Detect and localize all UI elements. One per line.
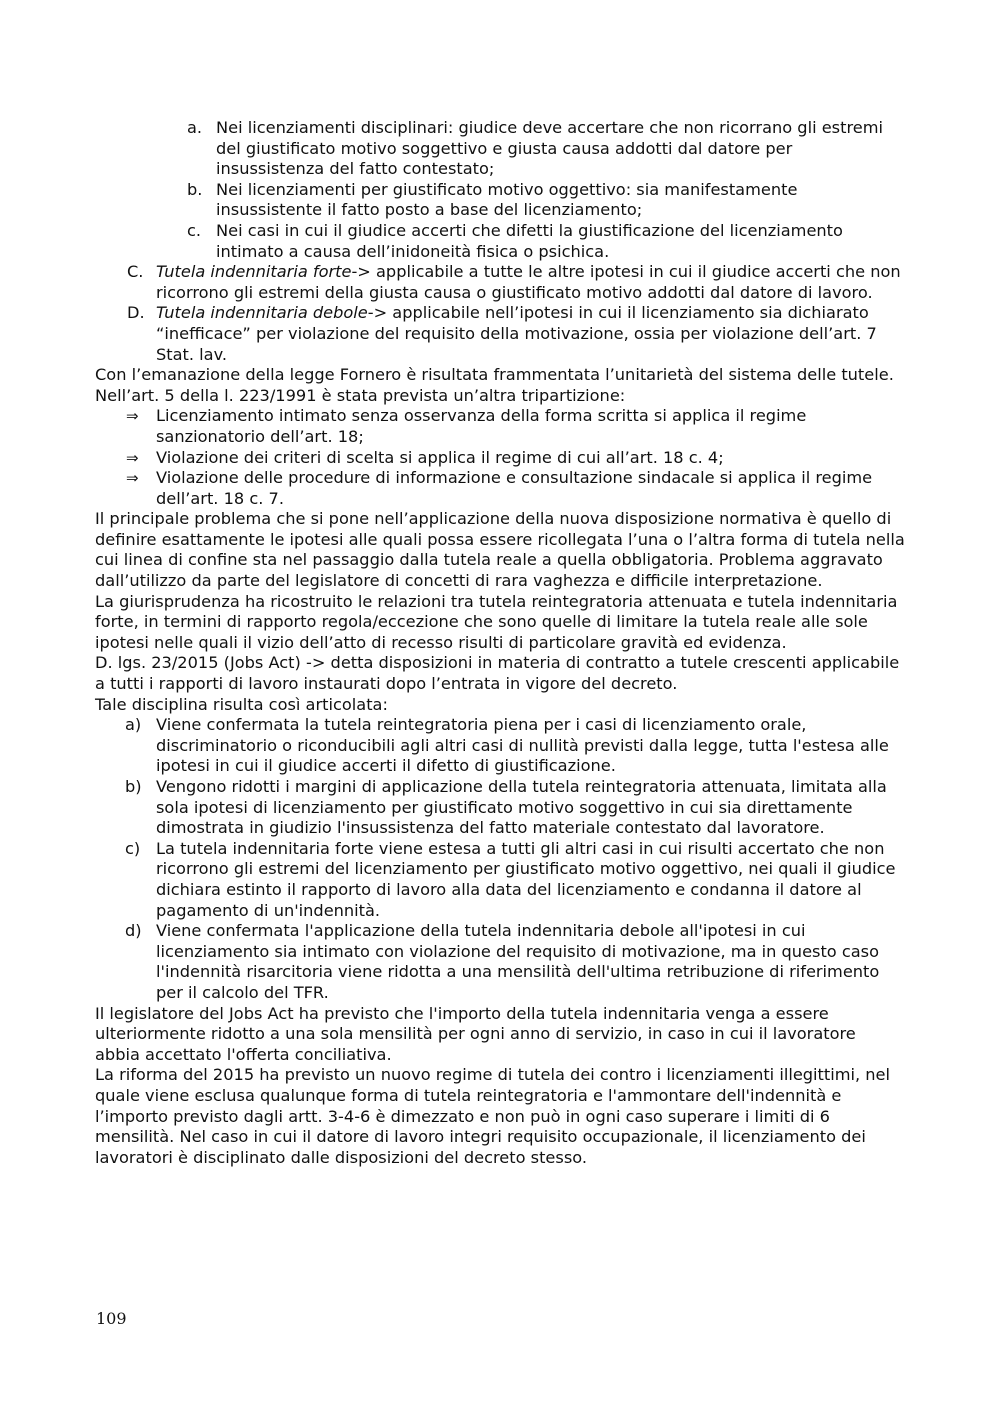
list-item-text: Nei licenziamenti disciplinari: giudice deve accertare che non ricorrano gli estremi del giustificato motivo soggettivo e giusta causa addotti dal datore per insussistenza del fatto contestato; [216,118,883,179]
list-marker: a) [125,715,142,735]
arrow-bullet-icon: ⇒ [126,448,139,467]
page-number: 109 [96,1309,127,1328]
list-item-text: Nei licenziamenti per giustificato motivo oggettivo: sia manifestamente insussistente il fatto posto a base del licenziamento; [216,179,798,220]
list-item-text: Nei casi in cui il giudice accerti che difetti la giustificazione del licenziamento intimato a causa dell’inidoneità fisica o psichica. [216,220,843,261]
list-marker: C. [127,262,144,282]
arrow-bullet-icon: ⇒ [126,469,139,488]
paragraph: Tale disciplina risulta così articolata: [95,694,388,714]
paragraph: Il principale problema che si pone nell’applicazione della nuova disposizione normativa è quello di definire esattamente le ipotesi alle quali possa essere ricollegata l’una o l’altra forma di tutela nella cui linea di confine sta nel passaggio dalla tutela reale a quella obbligatoria. Problema aggravato dall’utilizzo da parte del legislatore di concetti di rara vaghezza e difficile interpretazione. [95,509,905,591]
paragraph: Con l’emanazione della legge Fornero è risultata frammentata l’unitarietà del sistema delle tutele. Nell’art. 5 della l. 223/1991 è stata prevista un’altra tripartizione: [95,365,894,405]
list-marker: b) [125,777,142,796]
list-item-text: -> applicabile a tutte le altre ipotesi in cui il giudice accerti che non ricorrono gli estremi della giusta causa o giustificato motivo addotti dal datore di lavoro. [156,262,901,302]
list-marker: a. [187,118,203,137]
list-marker: c. [187,220,202,240]
list-item-text: Vengono ridotti i margini di applicazione della tutela reintegratoria attenuata, limitata alla sola ipotesi di licenziamento per giustificato motivo soggettivo in cui sia direttamente dimostrata in giudizio l'insussistenza del fatto materiale contestato dal lavoratore. [156,777,887,838]
list-item-text: Violazione dei criteri di scelta si applica il regime di cui all’art. 18 c. 4; [156,447,724,467]
page-body [95,118,905,1168]
list-item [95,777,905,839]
paragraph: Il legislatore del Jobs Act ha previsto che l'importo della tutela indennitaria venga a essere ulteriormente ridotto a una sola mensilità per ogni anno di servizio, in caso in cui il lavoratore abbia accettato l'offerta conciliativa. [95,1003,856,1064]
list-item-text: Viene confermata la tutela reintegratoria piena per i casi di licenziamento orale, discriminatorio o riconducibili agli altri casi di nullità previsti dalla legge, tutta l'estesa alle ipotesi in cui il giudice accerti il difetto di giustificazione. [156,715,889,776]
list-item [95,921,905,1003]
list-marker: D. [127,303,145,323]
list-item [95,448,905,469]
list-item [95,118,905,180]
list-item [95,715,905,777]
list-item [95,180,905,221]
arrow-bullet-icon: ⇒ [126,407,139,426]
list-item-text: Licenziamento intimato senza osservanza della forma scritta si applica il regime sanzionatorio dell’art. 18; [156,406,807,446]
list-item-text: -> applicabile nell’ipotesi in cui il licenziamento sia dichiarato “inefficace” per violazione del requisito della motivazione, ossia per violazione dell’art. 7 Stat. lav. [156,303,877,364]
list-marker: d) [125,921,142,941]
paragraph: La giurisprudenza ha ricostruito le relazioni tra tutela reintegratoria attenuata e tutela indennitaria forte, in termini di rapporto regola/eccezione che sono quelle di limitare la tutela reale alle sole ipotesi nelle quali il vizio dell’atto di recesso risulti di particolare gravità ed evidenza. [95,591,898,652]
list-item [95,221,905,262]
list-item-title: Tutela indennitaria forte [156,262,352,282]
list-item [95,839,905,921]
list-item-title: Tutela indennitaria debole [156,303,368,323]
list-item [95,406,905,447]
list-item-text: La tutela indennitaria forte viene estesa a tutti gli altri casi in cui risulti accertato che non ricorrono gli estremi del licenziamento per giustificato motivo oggettivo, nei quali il giudice dichiara estinto il rapporto di lavoro alla data del licenziamento e condanna il datore al pagamento di un'indennità. [156,838,896,920]
list-item-text: Viene confermata l'applicazione della tutela indennitaria debole all'ipotesi in cui licenziamento sia intimato con violazione del requisito di motivazione, ma in questo caso l'indennità risarcitoria viene ridotta a una mensilità dell'ultima retribuzione di riferimento per il calcolo del TFR. [156,921,880,1002]
list-item [95,303,905,365]
list-marker: c) [125,838,141,858]
paragraph: La riforma del 2015 ha previsto un nuovo regime di tutela dei contro i licenziamenti illegittimi, nel quale viene esclusa qualunque forma di tutela reintegratoria e l'ammontare dell'indennità e l’importo previsto dagli artt. 3-4-6 è dimezzato e non può in ogni caso superare i limiti di 6 mensilità. Nel caso in cui il datore di lavoro integri requisito occupazionale, il licenziamento dei lavoratori è disciplinato dalle disposizioni del decreto stesso. [95,1065,891,1167]
paragraph: D. lgs. 23/2015 (Jobs Act) -> detta disposizioni in materia di contratto a tutele crescenti applicabile a tutti i rapporti di lavoro instaurati dopo l’entrata in vigore del decreto. [95,653,900,694]
list-item-text: Violazione delle procedure di informazione e consultazione sindacale si applica il regime dell’art. 18 c. 7. [156,468,873,508]
list-item [95,468,905,509]
list-item [95,262,905,303]
list-marker: b. [187,179,203,199]
